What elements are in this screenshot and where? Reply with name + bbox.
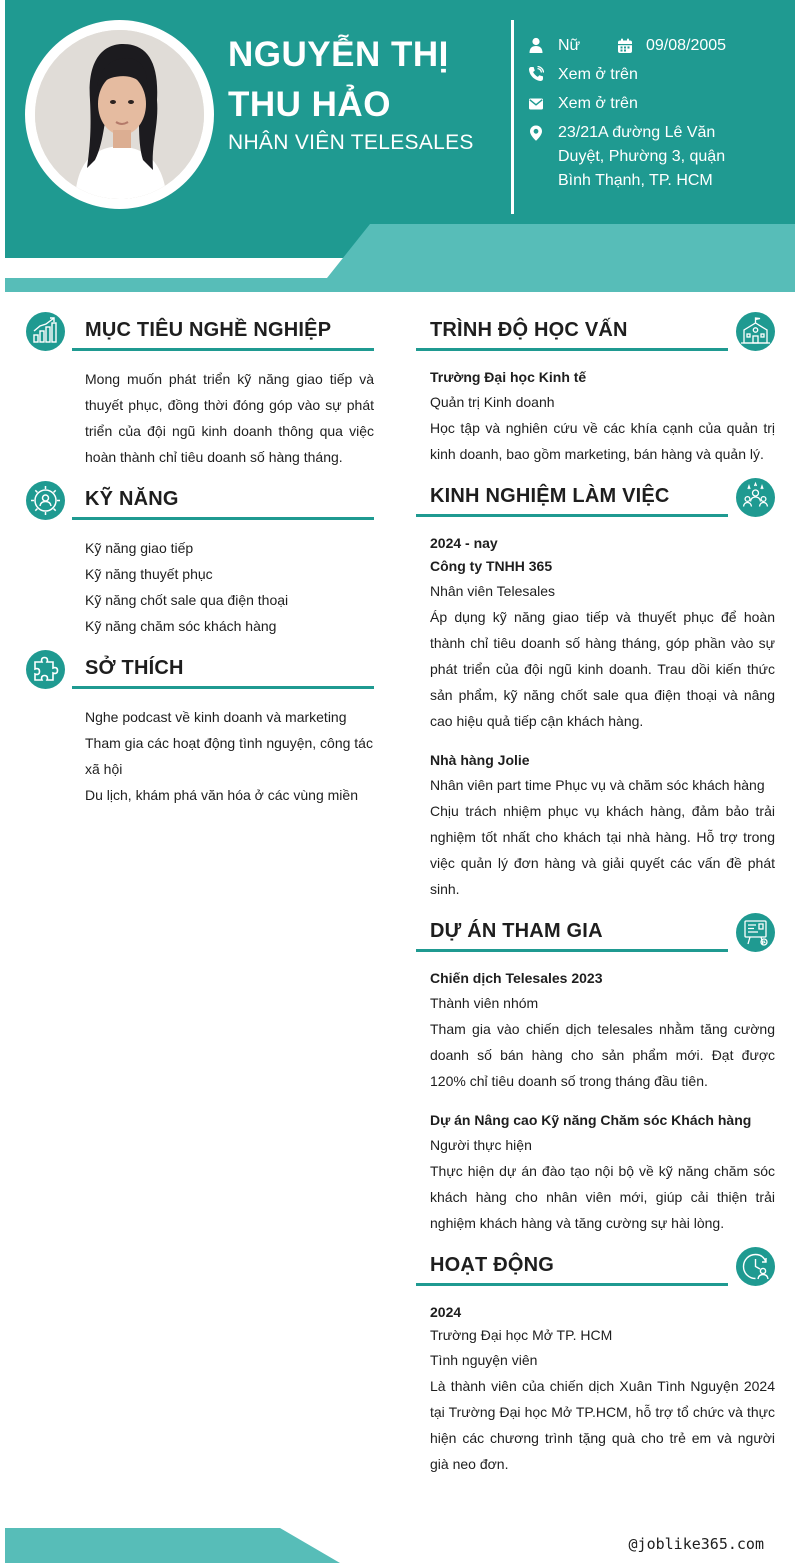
- project-role: Người thực hiện: [430, 1137, 532, 1153]
- education-school: Trường Đại học Kinh tế: [430, 369, 587, 385]
- experience-company: Công ty TNHH 365: [430, 558, 553, 574]
- activities-title: HOẠT ĐỘNG: [430, 1254, 555, 1276]
- cv-header: [5, 0, 795, 292]
- activity-org: Trường Đại học Mở TP. HCM: [430, 1327, 613, 1343]
- skills-list: [85, 535, 374, 639]
- gear-person-icon: [26, 481, 65, 520]
- candidate-name: [228, 30, 498, 130]
- skill-item: Kỹ năng chốt sale qua điện thoại: [85, 592, 289, 608]
- calendar-icon: [617, 38, 633, 54]
- email-icon: [528, 96, 544, 112]
- growth-chart-icon: [26, 312, 65, 351]
- hobbies-list: [85, 704, 374, 808]
- birthdate-value: 09/08/2005: [646, 37, 727, 54]
- skill-item: Kỹ năng giao tiếp: [85, 540, 194, 556]
- location-icon: [528, 125, 544, 141]
- address-line-3: Bình Thạnh, TP. HCM: [558, 172, 713, 189]
- experience-title: KINH NGHIỆM LÀM VIỆC: [430, 485, 670, 507]
- puzzle-icon: [26, 650, 65, 689]
- team-icon: [736, 478, 775, 517]
- education-desc: Học tập và nghiên cứu về các khía cạnh của quản trị kinh doanh, bao gồm marketing, bán hàng và quản lý.: [430, 420, 775, 462]
- school-icon: [736, 312, 775, 351]
- objective-underline: [72, 348, 374, 351]
- avatar: [35, 30, 204, 199]
- address-value: [558, 121, 725, 193]
- project-board-icon: [736, 913, 775, 952]
- hobby-item: Tham gia các hoạt động tình nguyện, công tác: [85, 735, 373, 751]
- education-major: Quản trị Kinh doanh: [430, 394, 555, 410]
- project-desc: Thực hiện dự án đào tạo nội bộ về kỹ năng chăm sóc khách hàng cho nhân viên mới, giúp cải thiện trải nghiệm khách hàng và tăng cường sự hài lòng.: [430, 1163, 775, 1231]
- phone-value: Xem ở trên: [558, 66, 638, 83]
- objective-title: MỤC TIÊU NGHỀ NGHIỆP: [85, 319, 332, 341]
- name-line-1: NGUYỄN THỊ: [228, 35, 449, 74]
- header-divider: [511, 20, 514, 214]
- skill-item: Kỹ năng chăm sóc khách hàng: [85, 618, 277, 634]
- hobby-item: xã hội: [85, 761, 123, 777]
- job-title: NHÂN VIÊN TELESALES: [228, 131, 474, 154]
- projects-underline: [416, 949, 728, 952]
- objective-text: Mong muốn phát triển kỹ năng giao tiếp và thuyết phục, đồng thời đóng góp vào sự phát triển của đội ngũ kinh doanh thông qua việc hoàn thành chỉ tiêu doanh số hàng tháng.: [85, 371, 374, 465]
- education-title: TRÌNH ĐỘ HỌC VẤN: [430, 319, 628, 341]
- hobby-item: Nghe podcast về kinh doanh và marketing: [85, 709, 347, 725]
- address-line-2: Duyệt, Phường 3, quận: [558, 148, 726, 165]
- experience-period: 2024 - nay: [430, 535, 498, 551]
- experience-desc: Áp dụng kỹ năng giao tiếp và thuyết phục để hoàn thành chỉ tiêu doanh số hàng tháng, góp phần vào sự phát triển của đội ngũ kinh doanh. Trau dồi kiến thức sản phẩm, kỹ năng chốt sale qua điện thoại và nâng cao hiệu quả tiếp cận khách hàng.: [430, 609, 775, 729]
- activity-year: 2024: [430, 1304, 462, 1320]
- skills-title: KỸ NĂNG: [85, 488, 179, 510]
- email-value: Xem ở trên: [558, 95, 638, 112]
- footer-tag: @joblike365.com: [628, 1535, 764, 1553]
- address-line-1: 23/21A đường Lê Văn: [558, 124, 716, 141]
- experience-underline: [416, 514, 728, 517]
- experience-desc: Chịu trách nhiệm phục vụ khách hàng, đảm bảo trải nghiệm tốt nhất cho khách tại nhà hàng. Hỗ trợ trong việc quản lý đơn hàng và giải quyết các vấn đề phát sinh.: [430, 803, 775, 897]
- footer-accent-bar: [5, 1528, 345, 1563]
- person-icon: [528, 37, 544, 53]
- project-name: Dự án Nâng cao Kỹ năng Chăm sóc Khách hàng: [430, 1112, 752, 1128]
- skill-item: Kỹ năng thuyết phục: [85, 566, 213, 582]
- experience-company: Nhà hàng Jolie: [430, 752, 530, 768]
- skills-underline: [72, 517, 374, 520]
- name-line-2: THU HẢO: [228, 85, 391, 124]
- phone-icon: [528, 66, 544, 82]
- activity-role: Tình nguyện viên: [430, 1352, 538, 1368]
- experience-role: Nhân viên Telesales: [430, 583, 556, 599]
- project-name: Chiến dịch Telesales 2023: [430, 970, 603, 986]
- hobby-item: Du lịch, khám phá văn hóa ở các vùng miền: [85, 787, 358, 803]
- activities-underline: [416, 1283, 728, 1286]
- projects-title: DỰ ÁN THAM GIA: [430, 920, 603, 942]
- experience-role: Nhân viên part time Phục vụ và chăm sóc khách hàng: [430, 777, 765, 793]
- education-underline: [416, 348, 728, 351]
- project-role: Thành viên nhóm: [430, 995, 539, 1011]
- hobbies-underline: [72, 686, 374, 689]
- project-desc: Tham gia vào chiến dịch telesales nhằm tăng cường doanh số bán hàng cho sản phẩm mới. Đạt được 120% chỉ tiêu doanh số trong tháng đầu tiên.: [430, 1021, 775, 1089]
- gender-value: Nữ: [558, 37, 581, 54]
- clock-person-icon: [736, 1247, 775, 1286]
- hobbies-title: SỞ THÍCH: [85, 657, 184, 679]
- activity-desc: Là thành viên của chiến dịch Xuân Tình Nguyện 2024 tại Trường Đại học Mở TP.HCM, hỗ trợ tổ chức và thực hiện các chương trình tặng quà cho trẻ em và người già neo đơn.: [430, 1378, 775, 1472]
